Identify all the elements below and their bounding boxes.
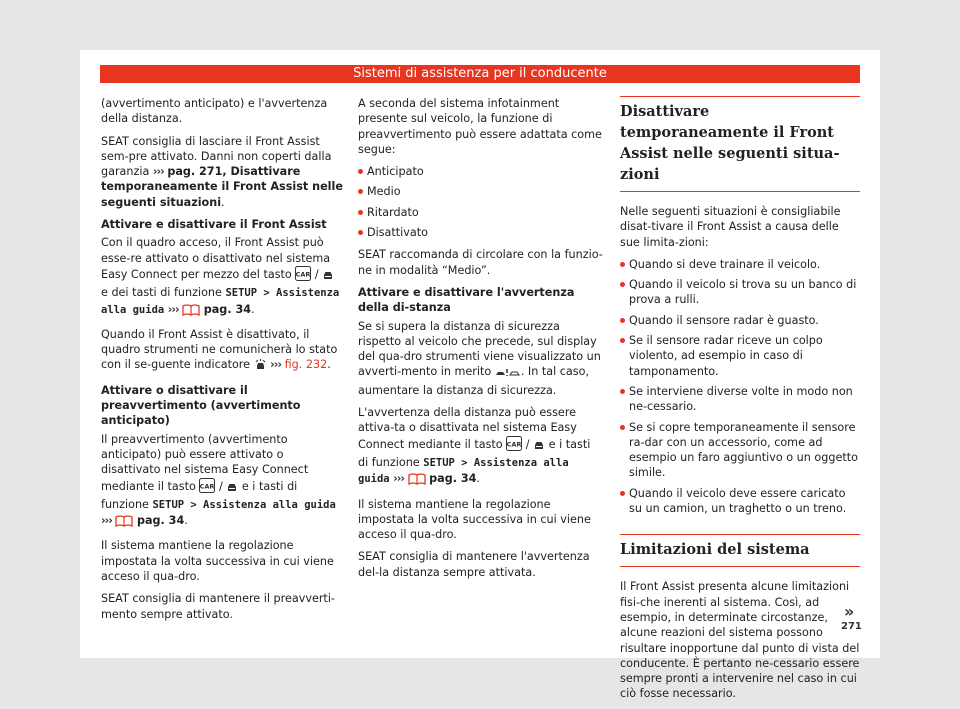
paragraph: (avvertimento anticipato) e l'avvertenza della distanza. xyxy=(101,97,328,126)
paragraph: Con il quadro acceso, il Front Assist può esse-re attivato o disattivato nel sistema Easy Connect per mezzo del tasto CAR / e dei tasti di funzione SETUP > Assistenza alla guida ››› pag. 34. xyxy=(101,235,344,319)
page-number: 271 xyxy=(841,621,862,632)
front-assist-warning-icon xyxy=(254,359,267,375)
list-item: Se si copre temporaneamente il sensore ra-dar con un accessorio, come ad esempio un faro aggiuntivo o un oggetto simile. xyxy=(620,420,860,481)
book-icon xyxy=(408,473,426,489)
list-item: Quando il sensore radar è guasto. xyxy=(620,313,860,328)
paragraph: Il sistema mantiene la regolazione impostata la volta successiva in cui viene acceso il qua-dro. xyxy=(101,539,334,584)
page-header: Sistemi di assistenza per il conducente xyxy=(100,65,860,83)
paragraph: SEAT consiglia di mantenere l'avvertenza del-la distanza sempre attivata. xyxy=(358,550,590,579)
list-item: Ritardato xyxy=(358,205,603,220)
paragraph: Il sistema mantiene la regolazione impostata la volta successiva in cui viene acceso il qua-dro. xyxy=(358,497,591,542)
distance-warning-icon xyxy=(495,367,521,382)
svg-text:CAR: CAR xyxy=(506,440,522,449)
list-item: Se interviene diverse volte in modo non ne-cessario. xyxy=(620,384,860,415)
paragraph: SEAT consiglia di lasciare il Front Assist sem-pre attivato. Danni non coperti dalla garanzia ››› pag. 271, Disattivare temporaneamente il Front Assist nelle seguenti situazioni. xyxy=(101,134,343,209)
paragraph: SEAT raccomanda di circolare con la funzio-ne in modalità “Medio”. xyxy=(358,248,603,277)
figure-reference-link[interactable]: fig. 232 xyxy=(284,358,328,372)
subheading: Attivare e disattivare l'avvertenza della di-stanza xyxy=(358,285,575,315)
paragraph: Il preavvertimento (avvertimento anticipato) può essere attivato o disattivato nel sistema Easy Connect mediante il tasto CAR / e i tasti di funzione SETUP > Assistenza alla guida ››› pag. 34. xyxy=(101,432,344,532)
section-title: Limitazioni del sistema xyxy=(620,534,860,567)
list-item: Anticipato xyxy=(358,164,603,179)
paragraph: Quando il Front Assist è disattivato, il quadro strumenti ne comunicherà lo stato con il se-guente indicatore ››› fig. 232. xyxy=(101,327,344,376)
menu-path: SETUP > Assistenza alla guida xyxy=(101,287,340,316)
svg-text:CAR: CAR xyxy=(295,270,311,279)
bullet-list xyxy=(358,164,603,240)
paragraph: A seconda del sistema infotainment presente sul veicolo, la funzione di preavvertimento può essere adattata come segue: xyxy=(358,97,602,156)
arrow-ref-icon: ››› xyxy=(167,302,179,316)
subheading: Attivare o disattivare il preavvertimento (avvertimento anticipato) xyxy=(101,383,301,428)
book-icon xyxy=(115,515,133,531)
cross-reference-link[interactable]: pag. 271, Disattivare temporaneamente il Front Assist nelle seguenti situazioni xyxy=(101,165,343,209)
menu-car-icon xyxy=(226,482,238,497)
menu-car-icon xyxy=(533,440,545,455)
book-icon xyxy=(182,304,200,320)
arrow-ref-icon: ››› xyxy=(152,165,164,179)
paragraph: Nelle seguenti situazioni è consigliabile disat-tivare il Front Assist a causa delle sue limita-zioni: xyxy=(620,205,841,249)
arrow-ref-icon: ››› xyxy=(101,514,112,528)
list-item: Medio xyxy=(358,184,603,199)
column-middle xyxy=(358,96,603,587)
menu-path: SETUP > Assistenza alla guida xyxy=(152,498,336,511)
bullet-list xyxy=(620,257,860,516)
svg-text:CAR: CAR xyxy=(200,482,215,491)
paragraph: Il Front Assist presenta alcune limitazioni fisi-che inerenti al sistema. Così, ad esempio, in determinate circostanze, alcune reazioni del sistema possono risultare inopportune dal punto di vista del conducente. È pertanto ne-cessario essere sempre pronti a intervenire nel caso in cui ciò fosse necessario. xyxy=(620,580,860,701)
menu-path: SETUP > Assistenza alla guida xyxy=(358,456,569,486)
column-right xyxy=(620,96,860,709)
paragraph: SEAT consiglia di mantenere il preavverti-mento sempre attivato. xyxy=(101,592,335,621)
section-title: Disattivare temporaneamente il Front Assist nelle seguenti situa-zioni xyxy=(620,96,860,192)
subheading: Attivare e disattivare il Front Assist xyxy=(101,218,327,232)
arrow-ref-icon: ››› xyxy=(393,472,405,486)
car-key-icon xyxy=(295,266,311,285)
paragraph: Se si supera la distanza di sicurezza rispetto al veicolo che precede, sul display del qua-dro strumenti viene visualizzato un avverti-mento in merito . In tal caso, aumentare la distanza di sicurezza. xyxy=(358,319,601,397)
page-reference-link[interactable]: pag. 34 xyxy=(429,472,477,486)
list-item: Quando il veicolo si trova su un banco di prova a rulli. xyxy=(620,277,860,308)
arrow-ref-icon: ››› xyxy=(270,358,282,372)
list-item: Se il sensore radar riceve un colpo violento, ad esempio in caso di tamponamento. xyxy=(620,333,860,379)
page-reference-link[interactable]: pag. 34 xyxy=(136,514,185,528)
car-key-icon xyxy=(199,478,215,497)
column-left xyxy=(101,96,344,629)
list-item: Disattivato xyxy=(358,225,603,240)
menu-car-icon xyxy=(322,270,334,285)
continue-arrow-icon: » xyxy=(844,602,855,621)
car-key-icon xyxy=(506,436,522,455)
page-reference-link[interactable]: pag. 34 xyxy=(203,302,252,316)
list-item: Quando si deve trainare il veicolo. xyxy=(620,257,860,272)
list-item: Quando il veicolo deve essere caricato su un camion, un traghetto o un treno. xyxy=(620,486,860,517)
paragraph: L'avvertenza della distanza può essere attiva-ta o disattivata nel sistema Easy Connect mediante il tasto CAR / e i tasti di funzione SETUP > Assistenza alla guida ››› pag. 34. xyxy=(358,405,603,489)
